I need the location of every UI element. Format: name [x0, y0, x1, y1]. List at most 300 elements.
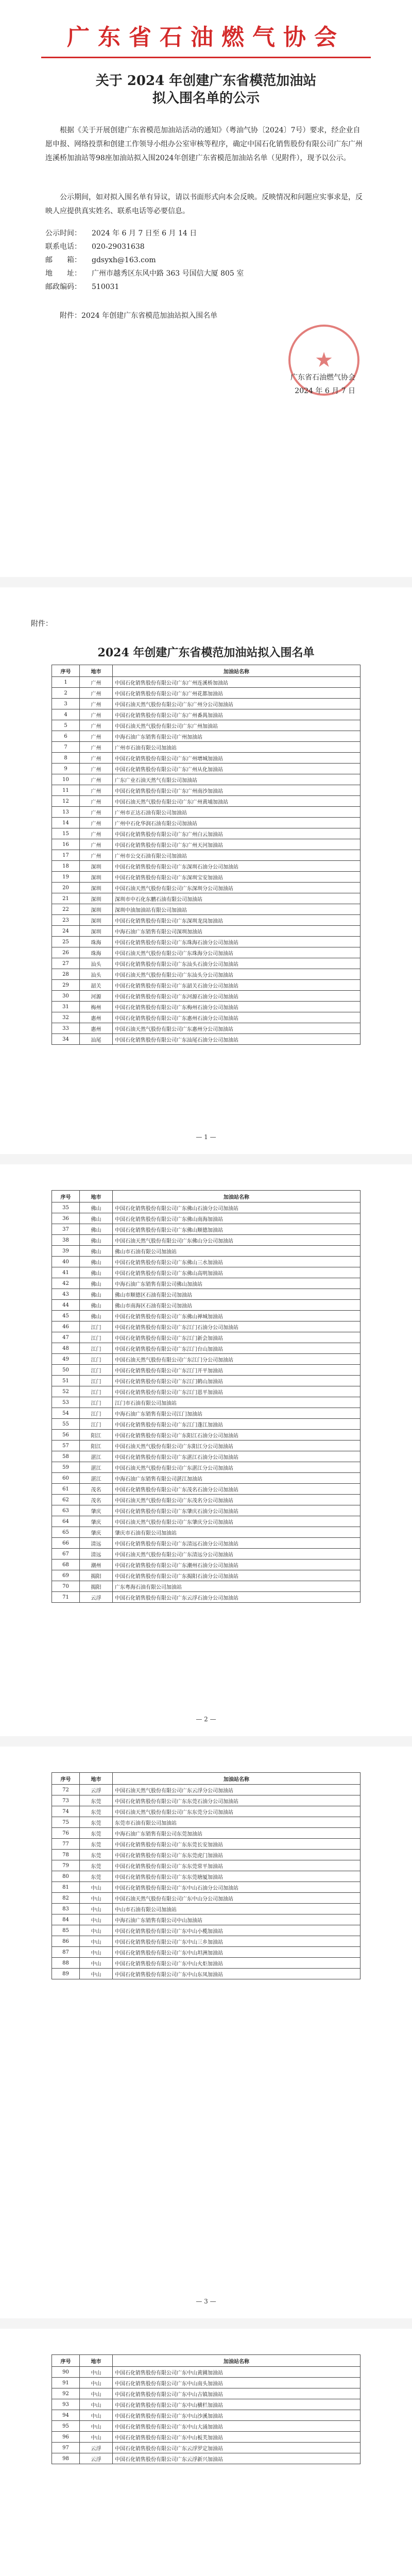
row-station-name: 中国石化销售股份有限公司广东珠海石油分公司加油站 [113, 937, 360, 947]
contact-key: 联系电话： [45, 243, 81, 251]
row-number: 98 [52, 2453, 80, 2464]
table-row [52, 2367, 360, 2378]
row-number: 82 [52, 1893, 80, 1904]
row-city: 中山 [80, 2410, 113, 2421]
row-station-name: 肇庆市石油有限公司加油站 [113, 1527, 360, 1538]
row-station-name: 中国石化销售股份有限公司广东中山大涌加油站 [113, 2421, 360, 2432]
row-number: 54 [52, 1408, 80, 1419]
seal-star-icon: ★ [315, 348, 333, 372]
row-city: 中山 [80, 2432, 113, 2443]
row-number: 63 [52, 1505, 80, 1516]
row-city: 江门 [80, 1419, 113, 1430]
row-station-name: 中国石化销售股份有限公司广东中山东凤加油站 [113, 1969, 360, 1979]
row-city: 云浮 [80, 2453, 113, 2464]
row-number: 29 [52, 980, 80, 991]
contact-block [45, 227, 365, 294]
row-number: 16 [52, 839, 80, 850]
table-row [52, 1785, 360, 1795]
table-row [52, 1925, 360, 1936]
row-station-name: 中国石化销售股份有限公司广东东莞石油分公司加油站 [113, 1795, 360, 1806]
row-city: 中山 [80, 1893, 113, 1904]
table-row [52, 937, 360, 947]
row-number: 34 [52, 1034, 80, 1045]
row-city: 江门 [80, 1343, 113, 1354]
table-row [52, 2443, 360, 2453]
table-row [52, 926, 360, 937]
row-station-name: 中国石化销售股份有限公司广东佛山顺德加油站 [113, 1224, 360, 1235]
row-station-name: 中国石油天然气股份有限公司广东广州黄埔加油站 [113, 796, 360, 807]
header-rule [41, 57, 371, 58]
notice-title [0, 72, 412, 107]
notice-title-line1: 关于 2024 年创建广东省模范加油站 [95, 73, 317, 89]
row-city: 深圳 [80, 893, 113, 904]
table-row [52, 1462, 360, 1473]
table-row [52, 1828, 360, 1839]
row-number: 11 [52, 785, 80, 796]
row-station-name: 中国石油天然气股份有限公司广东阳江分公司加油站 [113, 1440, 360, 1451]
row-number: 46 [52, 1321, 80, 1332]
row-city: 广州 [80, 839, 113, 850]
contact-key: 地 址： [45, 269, 81, 278]
row-number: 49 [52, 1354, 80, 1365]
row-city: 阳江 [80, 1430, 113, 1440]
row-station-name: 中国石化销售股份有限公司广东江门恩平加油站 [113, 1386, 360, 1397]
page-number: — 3 — [196, 2298, 216, 2305]
row-station-name: 中国石化销售股份有限公司广东佛山南海加油站 [113, 1213, 360, 1224]
row-city: 广州 [80, 720, 113, 731]
row-number: 78 [52, 1850, 80, 1860]
station-table [52, 665, 360, 1045]
table-row [52, 1495, 360, 1505]
row-city: 茂名 [80, 1495, 113, 1505]
table-page-4 [0, 2329, 412, 2576]
table-header-row [52, 665, 360, 677]
page-gap [0, 1154, 412, 1164]
row-station-name: 中海石油广东销售有限公司东莞加油站 [113, 1828, 360, 1839]
row-city: 云浮 [80, 1785, 113, 1795]
row-city: 广州 [80, 688, 113, 699]
row-station-name: 中国石油天然气股份有限公司广东江门分公司加油站 [113, 1354, 360, 1365]
row-city: 广州 [80, 753, 113, 764]
table-row [52, 1549, 360, 1560]
row-station-name: 中国石油天然气股份有限公司广东汕头分公司加油站 [113, 969, 360, 980]
row-city: 惠州 [80, 1012, 113, 1023]
row-city: 中山 [80, 1947, 113, 1958]
notice-paragraph-2: 公示期间，如对拟入围名单有异议，请以书面形式向本会反映。反映情况和问题应实事求是，反映人应提供真实姓名、联系电话等必要信息。 [45, 193, 363, 215]
row-station-name: 中国石化销售股份有限公司广东中山板芙加油站 [113, 2432, 360, 2443]
row-city: 云浮 [80, 1592, 113, 1603]
row-city: 中山 [80, 1936, 113, 1947]
row-city: 中山 [80, 2378, 113, 2388]
row-city: 广州 [80, 818, 113, 828]
row-city: 广州 [80, 850, 113, 861]
contact-value[interactable]: gdsyxh@163.com [92, 256, 156, 264]
row-station-name: 广州市正达石油有限公司加油站 [113, 807, 360, 818]
row-city: 广州 [80, 699, 113, 709]
table-row [52, 1365, 360, 1376]
row-station-name: 中国石化销售股份有限公司广东中山沙溪加油站 [113, 2410, 360, 2421]
row-station-name: 中国石油天然气股份有限公司广东清远分公司加油站 [113, 1549, 360, 1560]
table-title: 2024 年创建广东省模范加油站拟入围名单 [97, 646, 315, 659]
row-station-name: 中国石化销售股份有限公司广东河源石油分公司加油站 [113, 991, 360, 1002]
row-station-name: 中国石化销售股份有限公司广东茂名石油分公司加油站 [113, 1484, 360, 1495]
row-city: 汕头 [80, 958, 113, 969]
row-number: 1 [52, 677, 80, 688]
table-row [52, 1278, 360, 1289]
notice-title-line2: 拟入围名单的公示 [152, 91, 260, 106]
table-row [52, 807, 360, 818]
table-row [52, 991, 360, 1002]
row-station-name: 中国石化销售股份有限公司广东中山三乡加油站 [113, 1936, 360, 1947]
table-header-row [52, 2355, 360, 2367]
row-station-name: 中国石化销售股份有限公司广东潮州石油分公司加油站 [113, 1560, 360, 1570]
row-station-name: 中国石化销售股份有限公司广东广州连溪桥加油站 [113, 677, 360, 688]
row-number: 25 [52, 937, 80, 947]
row-number: 51 [52, 1376, 80, 1386]
row-number: 96 [52, 2432, 80, 2443]
row-city: 佛山 [80, 1311, 113, 1321]
table-row [52, 785, 360, 796]
row-station-name: 中国石油天然气股份有限公司广东茂名分公司加油站 [113, 1495, 360, 1505]
row-station-name: 中国石化销售股份有限公司广东江门开平加油站 [113, 1365, 360, 1376]
row-station-name: 中海石油广东销售有限公司佛山加油站 [113, 1278, 360, 1289]
table-row [52, 1289, 360, 1300]
row-city: 韶关 [80, 980, 113, 991]
row-station-name: 中国石化销售股份有限公司广东云浮新兴加油站 [113, 2453, 360, 2464]
row-number: 70 [52, 1581, 80, 1592]
table-row [52, 1969, 360, 1979]
row-number: 94 [52, 2410, 80, 2421]
row-station-name: 中国石化销售股份有限公司广东东莞塘厦加油站 [113, 1871, 360, 1882]
row-station-name: 佛山市石油有限公司加油站 [113, 1246, 360, 1257]
row-station-name: 中国石化销售股份有限公司广东中山横栏加油站 [113, 2399, 360, 2410]
table-row [52, 1354, 360, 1365]
row-city: 广州 [80, 785, 113, 796]
row-number: 75 [52, 1817, 80, 1828]
row-station-name: 中国石化销售股份有限公司广东佛山禅城加油站 [113, 1311, 360, 1321]
page-gap [0, 1736, 412, 1747]
row-city: 江门 [80, 1386, 113, 1397]
station-table [52, 1772, 360, 1979]
row-city: 中山 [80, 2388, 113, 2399]
table-row [52, 1958, 360, 1969]
row-number: 6 [52, 731, 80, 742]
table-row [52, 2388, 360, 2399]
row-number: 38 [52, 1235, 80, 1246]
row-city: 东莞 [80, 1795, 113, 1806]
row-city: 东莞 [80, 1850, 113, 1860]
row-number: 77 [52, 1839, 80, 1850]
header-city: 地市 [80, 1773, 113, 1785]
row-city: 深圳 [80, 904, 113, 915]
row-number: 15 [52, 828, 80, 839]
notice-paragraph-1: 根据《关于开展创建广东省模范加油站活动的通知》（粤油气协〔2024〕7号）要求，经企业自愿申报、网络投票和创建工作领导小组办公室审核等程序，确定中国石化销售股份有限公司广东广州连溪桥加油站等98座加油站拟入围2024年创建广东省模范加油站名单（见附件），现予以公示。 [45, 126, 363, 162]
contact-key: 邮政编码： [45, 283, 81, 291]
table-page-2 [0, 1164, 412, 1736]
row-number: 68 [52, 1560, 80, 1570]
table-row [52, 1570, 360, 1581]
row-station-name: 中海石油广东销售有限公司湛江加油站 [113, 1473, 360, 1484]
header-city: 地市 [80, 2355, 113, 2367]
row-number: 80 [52, 1871, 80, 1882]
table-row [52, 1202, 360, 1213]
row-city: 中山 [80, 1904, 113, 1914]
table-row [52, 774, 360, 785]
row-number: 42 [52, 1278, 80, 1289]
row-number: 90 [52, 2367, 80, 2378]
row-station-name: 中国石化销售股份有限公司广东中山南头加油站 [113, 2378, 360, 2388]
row-number: 48 [52, 1343, 80, 1354]
row-station-name: 中山市石油有限公司加油站 [113, 1904, 360, 1914]
table-row [52, 753, 360, 764]
row-number: 12 [52, 796, 80, 807]
row-number: 83 [52, 1904, 80, 1914]
row-city: 江门 [80, 1321, 113, 1332]
row-station-name: 中国石化销售股份有限公司广东云浮罗定加油站 [113, 2443, 360, 2453]
contact-row [45, 253, 365, 267]
row-number: 65 [52, 1527, 80, 1538]
row-number: 44 [52, 1300, 80, 1311]
page-gap [0, 2318, 412, 2329]
row-number: 28 [52, 969, 80, 980]
page-number: — 1 — [196, 1133, 216, 1141]
row-city: 中山 [80, 1925, 113, 1936]
row-number: 4 [52, 709, 80, 720]
table-row [52, 1300, 360, 1311]
row-number: 69 [52, 1570, 80, 1581]
attachment-label: 附件： [31, 620, 53, 628]
header-name: 加油站名称 [113, 1773, 360, 1785]
row-number: 58 [52, 1451, 80, 1462]
table-row [52, 1893, 360, 1904]
row-station-name: 广东粤海石油有限公司加油站 [113, 1581, 360, 1592]
table-page-3 [0, 1747, 412, 2318]
row-number: 62 [52, 1495, 80, 1505]
table-row [52, 2378, 360, 2388]
row-station-name: 广州市公交石油有限公司加油站 [113, 850, 360, 861]
row-station-name: 中国石化销售股份有限公司广东肇庆石油分公司加油站 [113, 1505, 360, 1516]
row-number: 53 [52, 1397, 80, 1408]
row-city: 中山 [80, 1882, 113, 1893]
table-row [52, 1023, 360, 1034]
row-station-name: 中国石化销售股份有限公司广东东莞长安加油站 [113, 1839, 360, 1850]
table-row [52, 1246, 360, 1257]
header-name: 加油站名称 [113, 2355, 360, 2367]
row-number: 86 [52, 1936, 80, 1947]
row-number: 47 [52, 1332, 80, 1343]
row-city: 惠州 [80, 1023, 113, 1034]
contact-row [45, 267, 365, 280]
row-city: 中山 [80, 2399, 113, 2410]
row-city: 汕头 [80, 969, 113, 980]
table-row [52, 872, 360, 883]
table-row [52, 1592, 360, 1603]
table-row [52, 1451, 360, 1462]
table-row [52, 1882, 360, 1893]
table-row [52, 1257, 360, 1267]
contact-key: 公示时间： [45, 229, 81, 238]
row-station-name: 中国石化销售股份有限公司广东汕头石油分公司加油站 [113, 958, 360, 969]
table-row [52, 720, 360, 731]
row-city: 珠海 [80, 937, 113, 947]
row-number: 50 [52, 1365, 80, 1376]
table-row [52, 818, 360, 828]
row-city: 东莞 [80, 1806, 113, 1817]
row-station-name: 广州市石油有限公司加油站 [113, 742, 360, 753]
table-row [52, 1817, 360, 1828]
contact-value: 广州市越秀区东风中路 363 号国信大厦 805 室 [92, 269, 244, 278]
header-name: 加油站名称 [113, 1191, 360, 1202]
row-number: 36 [52, 1213, 80, 1224]
row-station-name: 中国石油天然气股份有限公司广东广州分公司加油站 [113, 699, 360, 709]
table-row [52, 2453, 360, 2464]
row-number: 59 [52, 1462, 80, 1473]
row-city: 佛山 [80, 1278, 113, 1289]
contact-key: 邮 箱： [45, 256, 81, 264]
row-station-name: 中国石化销售股份有限公司广东云浮石油分公司加油站 [113, 1592, 360, 1603]
table-row [52, 839, 360, 850]
row-city: 潮州 [80, 1560, 113, 1570]
row-number: 84 [52, 1914, 80, 1925]
header-no: 序号 [52, 665, 80, 677]
table-row [52, 1473, 360, 1484]
row-number: 74 [52, 1806, 80, 1817]
header-no: 序号 [52, 2355, 80, 2367]
row-city: 阳江 [80, 1440, 113, 1451]
row-station-name: 中国石化销售股份有限公司广东江门台山加油站 [113, 1343, 360, 1354]
table-row [52, 1267, 360, 1278]
row-station-name: 中国石化销售股份有限公司广东佛山高明加油站 [113, 1267, 360, 1278]
row-station-name: 中国石化销售股份有限公司广东广州南沙加油站 [113, 785, 360, 796]
row-station-name: 中国石化销售股份有限公司广东江门石油分公司加油站 [113, 1321, 360, 1332]
row-number: 5 [52, 720, 80, 731]
table-row [52, 1839, 360, 1850]
row-city: 江门 [80, 1354, 113, 1365]
row-station-name: 中国石化销售股份有限公司广东广州从化加油站 [113, 764, 360, 774]
row-number: 91 [52, 2378, 80, 2388]
row-station-name: 中国石化销售股份有限公司广东中山黄圃加油站 [113, 2367, 360, 2378]
table-row [52, 1527, 360, 1538]
row-number: 60 [52, 1473, 80, 1484]
row-city: 广州 [80, 731, 113, 742]
row-station-name: 中海石油广东销售有限公司广州加油站 [113, 731, 360, 742]
table-header-row [52, 1191, 360, 1202]
table-row [52, 796, 360, 807]
row-number: 72 [52, 1785, 80, 1795]
row-station-name: 中国石化销售股份有限公司广东中山石油分公司加油站 [113, 1882, 360, 1893]
row-city: 深圳 [80, 883, 113, 893]
table-row [52, 1904, 360, 1914]
table-row [52, 1311, 360, 1321]
table-row [52, 1936, 360, 1947]
row-city: 清远 [80, 1549, 113, 1560]
row-number: 67 [52, 1549, 80, 1560]
row-station-name: 中国石油天然气股份有限公司广东肇庆分公司加油站 [113, 1516, 360, 1527]
row-city: 茂名 [80, 1484, 113, 1495]
row-city: 东莞 [80, 1817, 113, 1828]
row-station-name: 中国石油天然气股份有限公司广东东莞分公司加油站 [113, 1806, 360, 1817]
table-row [52, 1419, 360, 1430]
row-station-name: 东莞市石油有限公司加油站 [113, 1817, 360, 1828]
row-station-name: 中国石油天然气股份有限公司广东云浮分公司加油站 [113, 1785, 360, 1795]
row-city: 佛山 [80, 1289, 113, 1300]
row-station-name: 中国石化销售股份有限公司广东广州增城加油站 [113, 753, 360, 764]
row-city: 江门 [80, 1332, 113, 1343]
table-row [52, 1914, 360, 1925]
table-row [52, 1376, 360, 1386]
table-row [52, 915, 360, 926]
row-city: 云浮 [80, 2443, 113, 2453]
header-org: 广东省石油燃气协会 [67, 24, 345, 50]
row-number: 81 [52, 1882, 80, 1893]
row-city: 广州 [80, 677, 113, 688]
row-city: 肇庆 [80, 1505, 113, 1516]
row-number: 26 [52, 947, 80, 958]
table-row [52, 1505, 360, 1516]
row-number: 88 [52, 1958, 80, 1969]
row-number: 22 [52, 904, 80, 915]
row-city: 佛山 [80, 1246, 113, 1257]
table-row [52, 1235, 360, 1246]
table-row [52, 1213, 360, 1224]
table-row [52, 1343, 360, 1354]
row-number: 71 [52, 1592, 80, 1603]
row-station-name: 中国石油天然气股份有限公司广东深圳分公司加油站 [113, 883, 360, 893]
table-row [52, 1332, 360, 1343]
row-station-name: 中国石油天然气股份有限公司广东湛江分公司加油站 [113, 1462, 360, 1473]
row-number: 41 [52, 1267, 80, 1278]
row-city: 中山 [80, 2421, 113, 2432]
row-city: 广州 [80, 774, 113, 785]
contact-value: 510031 [92, 283, 119, 291]
table-row [52, 1947, 360, 1958]
row-station-name: 中国石化销售股份有限公司广东深圳石油分公司加油站 [113, 861, 360, 872]
table-row [52, 1871, 360, 1882]
row-city: 佛山 [80, 1257, 113, 1267]
signature-block [290, 371, 355, 398]
row-city: 深圳 [80, 915, 113, 926]
row-station-name: 中国石化销售股份有限公司广东广州天河加油站 [113, 839, 360, 850]
row-number: 21 [52, 893, 80, 904]
row-station-name: 中国石化销售股份有限公司广东揭阳石油分公司加油站 [113, 1570, 360, 1581]
table-row [52, 1560, 360, 1570]
row-number: 89 [52, 1969, 80, 1979]
row-city: 广州 [80, 764, 113, 774]
row-number: 95 [52, 2421, 80, 2432]
table-row [52, 1034, 360, 1045]
row-number: 30 [52, 991, 80, 1002]
row-number: 33 [52, 1023, 80, 1034]
row-city: 中山 [80, 1958, 113, 1969]
table-row [52, 958, 360, 969]
row-station-name: 中国石化销售股份有限公司广东中山小榄加油站 [113, 1925, 360, 1936]
table-row [52, 1581, 360, 1592]
attachment-line: 附件：2024 年创建广东省模范加油站拟入围名单 [60, 312, 218, 320]
table-row [52, 1430, 360, 1440]
page-number: — 2 — [196, 1716, 216, 1723]
row-city: 揭阳 [80, 1570, 113, 1581]
station-table [52, 1190, 360, 1603]
row-number: 39 [52, 1246, 80, 1257]
contact-row [45, 240, 365, 253]
row-station-name: 中国石化销售股份有限公司广东中山火炬加油站 [113, 1958, 360, 1969]
row-station-name: 中国石油天然气股份有限公司广东珠海分公司加油站 [113, 947, 360, 958]
row-city: 广州 [80, 709, 113, 720]
row-city: 广州 [80, 807, 113, 818]
row-station-name: 中国石化销售股份有限公司广东广州花都加油站 [113, 688, 360, 699]
row-number: 76 [52, 1828, 80, 1839]
table-row [52, 1012, 360, 1023]
